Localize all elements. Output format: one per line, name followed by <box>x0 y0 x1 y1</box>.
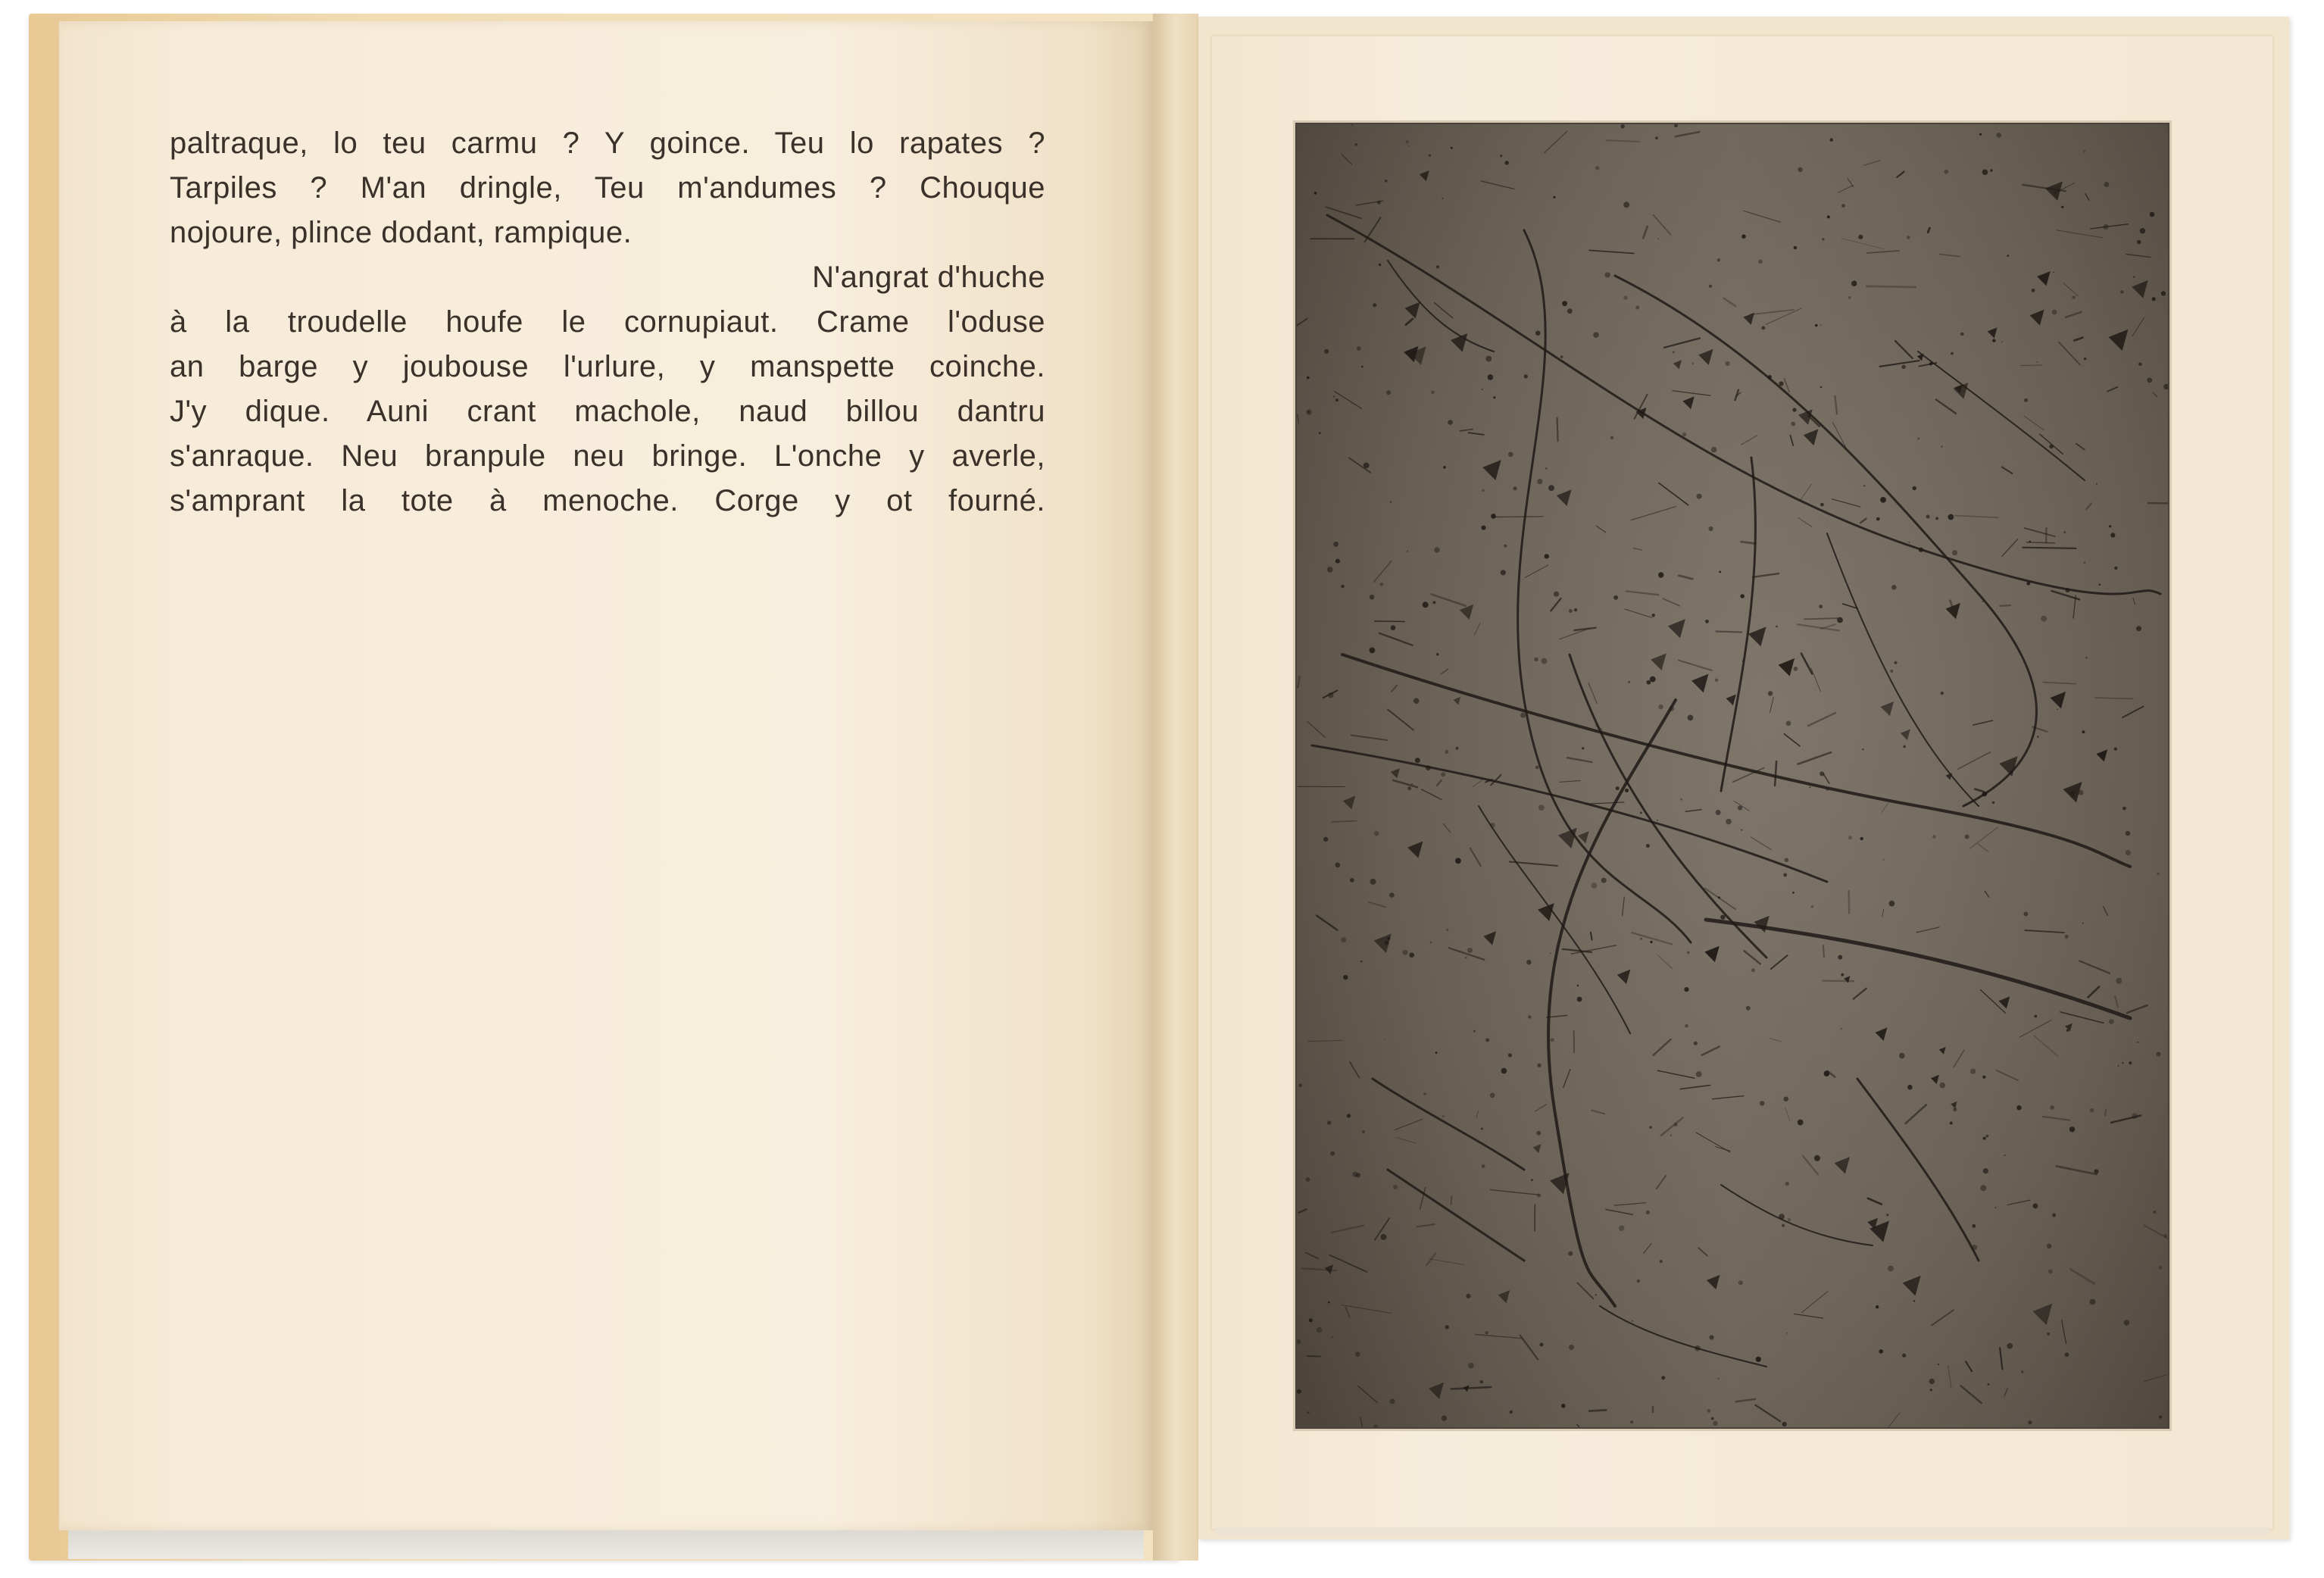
book-gutter <box>1153 14 1198 1561</box>
text-line-3: nojoure, plince dodant, rampique. <box>170 216 633 249</box>
poem-text-block <box>170 121 1045 523</box>
text-line-5: à la troudelle houfe le cornupiaut. Crame l'oduse <box>170 305 1045 339</box>
left-page-bottom-edge <box>68 1529 1144 1559</box>
etching-artwork <box>1297 124 2168 1427</box>
text-line-7: J'y dique. Auni crant machole, naud billou dantru <box>170 395 1045 428</box>
etching-illustration-icon <box>1297 124 2168 1427</box>
text-line-2: Tarpiles ? M'an dringle, Teu m'andumes ? Chouque <box>170 171 1045 205</box>
text-line-9: s'amprant la tote à menoche. Corge y ot fourné. <box>170 484 1045 517</box>
text-line-1: paltraque, lo teu carmu ? Y goince. Teu lo rapates ? <box>170 127 1045 160</box>
right-page-bottom-edge <box>1215 1527 2269 1536</box>
text-line-6: an barge y joubouse l'urlure, y manspette coinche. <box>170 350 1045 383</box>
text-line-4: N'angrat d'huche <box>812 261 1045 294</box>
text-line-8: s'anraque. Neu branpule neu bringe. L'onche y averle, <box>170 439 1045 473</box>
